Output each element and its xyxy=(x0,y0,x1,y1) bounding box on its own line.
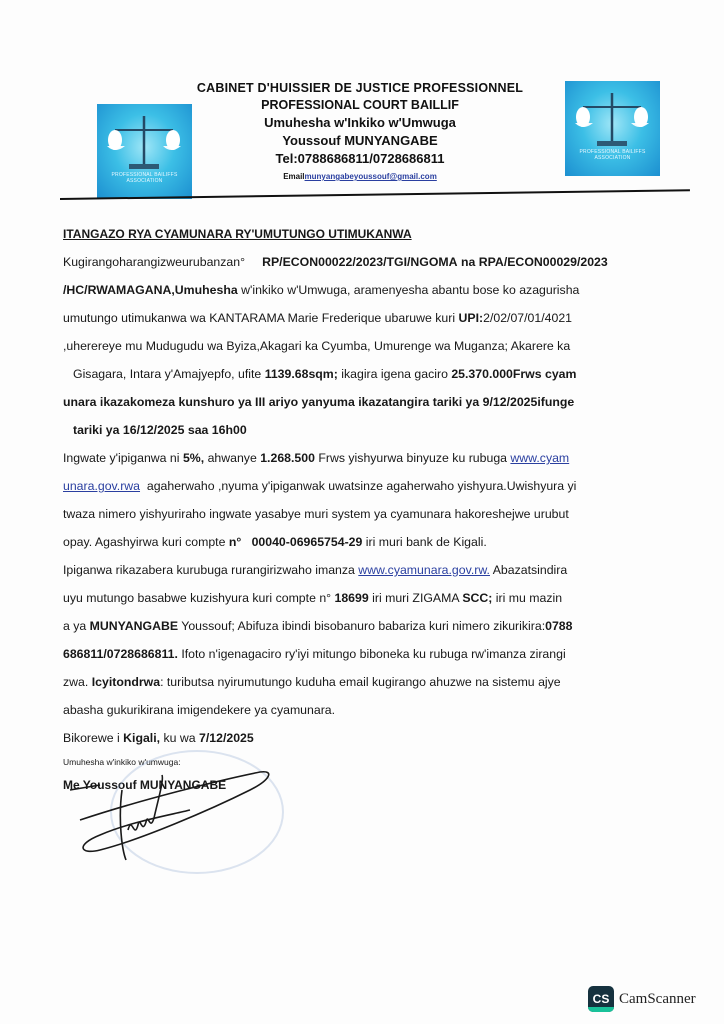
text: abasha gukurikirana imigendekere ya cyamunara. xyxy=(63,703,336,717)
letterhead xyxy=(190,80,530,184)
notice-title: ITANGAZO RYA CYAMUNARA RY'UMUTUNGO UTIMUKANWA xyxy=(63,227,412,241)
text: Ingwate y'ipiganwa ni xyxy=(63,451,180,465)
case-number-1: RP/ECON00022/2023/TGI/NGOMA xyxy=(262,255,458,269)
zigama-account-number: 18699 xyxy=(334,591,369,605)
issue-date: 7/12/2025 xyxy=(199,731,254,745)
auction-close: tariki ya 16/12/2025 saa 16h00 xyxy=(73,423,247,437)
scales-of-justice-icon xyxy=(565,81,660,176)
email-label: Email xyxy=(283,172,305,181)
auction-dates: unara ikazakomeza kunshuro ya III ariyo yanyuma ikazatangira tariki ya 9/12/2025ifunge xyxy=(63,395,575,409)
contact-phone-cont: 686811/0728686811. xyxy=(63,647,178,661)
text: Gisagara, Intara y'Amajyepfo, ufite xyxy=(73,367,262,381)
auction-site-link-cont[interactable]: unara.gov.rwa xyxy=(63,479,141,493)
signer-name: Me Youssouf MUNYANGABE xyxy=(63,778,227,792)
text: : tuributsa nyirumutungo kuduha email kugirango ahuzwe na sistemu ajye xyxy=(160,675,561,689)
association-logo-right xyxy=(565,81,660,176)
text: uyu mutungo basabwe kuzishyura kuri compte n° xyxy=(63,591,332,605)
cabinet-subtitle: PROFESSIONAL COURT BAILLIF xyxy=(261,98,459,112)
text: Abazatsindira xyxy=(492,563,568,577)
text: Ifoto n'igenagaciro ry'iyi mitungo biboneka ku rubuga rw'imanza zirangi xyxy=(181,647,566,661)
paragraph-bidding xyxy=(63,556,663,724)
email-link[interactable]: munyangabeyoussouf@gmail.com xyxy=(304,172,437,181)
text: n° xyxy=(228,535,242,549)
email-line xyxy=(190,170,530,184)
cabinet-name: CABINET D'HUISSIER DE JUSTICE PROFESSIONNEL xyxy=(196,81,524,95)
upi-value: 2/02/07/01/4021 xyxy=(483,311,573,325)
text: iri muri bank de Kigali. xyxy=(365,535,487,549)
bailiff-name: Youssouf MUNYANGABE xyxy=(282,133,438,148)
signature xyxy=(60,760,280,870)
text: opay. Agashyirwa kuri compte xyxy=(63,535,226,549)
text: iri mu mazin xyxy=(495,591,563,605)
case-number-2: RPA/ECON00029/2023 xyxy=(478,255,608,269)
bailiff-phone: Tel:0788686811/0728686811 xyxy=(275,151,445,166)
account-holder-name: MUNYANGABE xyxy=(89,619,179,633)
text: Ipiganwa rikazabera kurubuga rurangirizwaho imanza xyxy=(63,563,355,577)
text: SCC; xyxy=(462,591,493,605)
text: w'inkiko w'Umwuga, aramenyesha abantu bose ko azagurisha xyxy=(241,283,580,297)
upi-label: UPI: xyxy=(458,311,484,325)
association-logo-left xyxy=(97,104,192,199)
text: iri muri ZIGAMA xyxy=(372,591,459,605)
text: Bikorewe i xyxy=(63,731,120,745)
text: umutungo utimukanwa wa KANTARAMA Marie Frederique ubaruwe kuri xyxy=(63,311,456,325)
contact-phone: 0788 xyxy=(545,619,573,633)
camscanner-logo-icon: CS xyxy=(588,986,614,1012)
text: ikagira igena gaciro xyxy=(341,367,448,381)
paragraph-case xyxy=(63,248,663,444)
note-label: Icyitondrwa xyxy=(91,675,161,689)
bank-account-number: 00040-06965754-29 xyxy=(251,535,363,549)
notice-body xyxy=(63,224,663,794)
camscanner-watermark xyxy=(588,986,696,1012)
text: a ya xyxy=(63,619,87,633)
text: twaza nimero yishyuriraho ingwate yasabye muri system ya cyamunara hakoreshejwe urubut xyxy=(63,507,569,521)
deposit-amount: 1.268.500 xyxy=(260,451,315,465)
bailiff-title: Umuhesha w'Inkiko w'Umwuga xyxy=(264,115,456,130)
text: zwa. xyxy=(63,675,89,689)
text: Frws yishyurwa binyuze ku rubuga xyxy=(318,451,507,465)
logo-caption: PROFESSIONAL BAILIFFS ASSOCIATION xyxy=(111,172,178,184)
text: Youssouf; Abifuza ibindi bisobanuro babariza kuri nimero zikurikira: xyxy=(181,619,546,633)
case-number-2-cont: /HC/RWAMAGANA,Umuhesha xyxy=(63,283,238,297)
closing-line xyxy=(63,724,663,752)
signer-role: Umuhesha w'inkiko w'umwuga: xyxy=(63,757,181,767)
text: ku wa xyxy=(163,731,196,745)
property-value: 25.370.000Frws cyam xyxy=(451,367,577,381)
text: ahwanye xyxy=(207,451,257,465)
property-area: 1139.68sqm; xyxy=(264,367,338,381)
text: agaherwaho ,nyuma y'ipiganwak uwatsinze agaherwaho yishyura.Uwishyura yi xyxy=(146,479,577,493)
auction-site-link[interactable]: www.cyam xyxy=(510,451,570,465)
logo-caption: PROFESSIONAL BAILIFFS ASSOCIATION xyxy=(579,149,646,161)
text: ,uherereye mu Mudugudu wa Byiza,Akagari ka Cyumba, Umurenge wa Muganza; Akarere ka xyxy=(63,339,571,353)
auction-site-link-2[interactable]: www.cyamunara.gov.rw. xyxy=(358,563,490,577)
paragraph-deposit xyxy=(63,444,663,556)
camscanner-label: CamScanner xyxy=(619,990,696,1007)
text: na xyxy=(460,255,476,269)
scales-of-justice-icon xyxy=(97,104,192,199)
city: Kigali, xyxy=(123,731,161,745)
deposit-percent: 5%, xyxy=(182,451,205,465)
text: Kugirangoharangizweurubanzan° xyxy=(63,255,245,269)
